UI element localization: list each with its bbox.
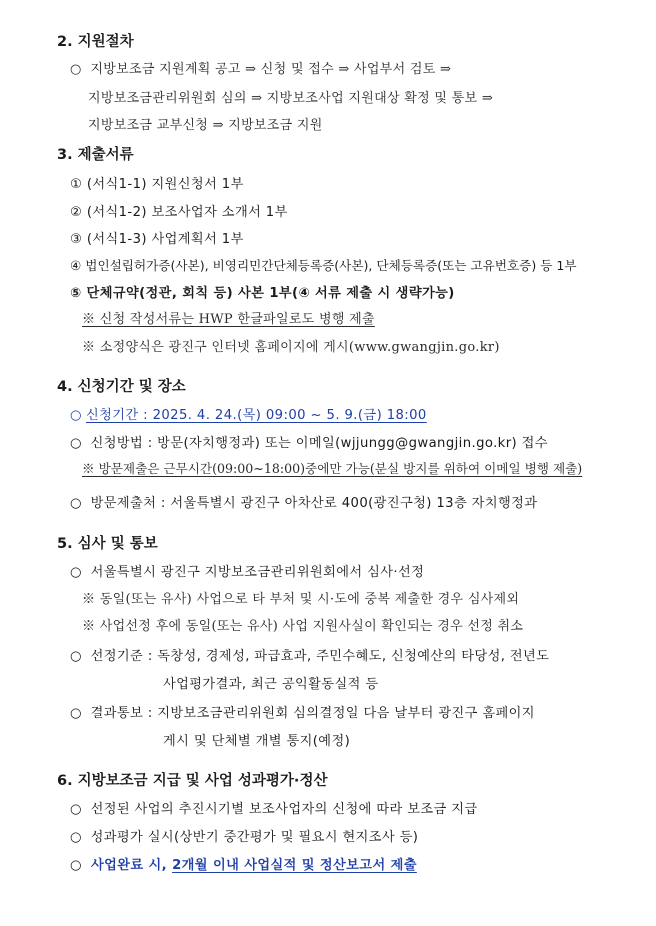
- application-period: ○ 신청기간 : 2025. 4. 24.(목) 09:00 ~ 5. 9.(금) 18:00: [70, 408, 427, 423]
- review-body: ○ 서울특별시 광진구 지방보조금관리위원회에서 심사·선정: [70, 565, 425, 580]
- document-item-5: ⑤ 단체규약(정관, 회칙 등) 사본 1부(④ 서류 제출 시 생략가능): [70, 286, 455, 301]
- selection-criteria-cont: 사업평가결과, 최근 공익활동실적 등: [163, 677, 379, 692]
- circle-bullet-icon: ○: [70, 706, 82, 721]
- document-item-3: ③ (서식1-3) 사업계획서 1부: [70, 232, 244, 247]
- section-2-line-3: 지방보조금 교부신청 ⇒ 지방보조금 지원: [88, 118, 323, 133]
- payment-item: ○ 선정된 사업의 추진시기별 보조사업자의 신청에 따라 보조금 지급: [70, 802, 478, 817]
- document-item-1: ① (서식1-1) 지원신청서 1부: [70, 177, 244, 192]
- circle-bullet-icon: ○: [70, 496, 82, 511]
- section-2-line-1: ○ 지방보조금 지원계획 공고 ⇒ 신청 및 접수 ⇒ 사업부서 검토 ⇒: [70, 62, 452, 77]
- circle-bullet-icon: ○: [70, 565, 82, 580]
- section-5-heading: 5. 심사 및 통보: [57, 536, 158, 552]
- section-6-heading: 6. 지방보조금 지급 및 사업 성과평가·정산: [57, 773, 328, 789]
- circle-bullet-icon: ○: [70, 858, 82, 873]
- circle-bullet-icon: ○: [70, 436, 82, 451]
- evaluation-item: ○ 성과평가 실시(상반기 중간평가 및 필요시 현지조사 등): [70, 830, 419, 845]
- section-3-heading: 3. 제출서류: [57, 147, 134, 163]
- section-4-heading: 4. 신청기간 및 장소: [57, 379, 186, 395]
- circle-bullet-icon: ○: [70, 649, 82, 664]
- result-notice: ○ 결과통보 : 지방보조금관리위원회 심의결정일 다음 날부터 광진구 홈페이지: [70, 706, 535, 721]
- form-download-note: ※ 소정양식은 광진구 인터넷 홈페이지에 게시(www.gwangjin.go.kr): [82, 340, 500, 355]
- circle-bullet-icon: ○: [70, 830, 82, 845]
- section-2-line-2: 지방보조금관리위원회 심의 ⇒ 지방보조사업 지원대상 확정 및 통보 ⇒: [88, 91, 494, 106]
- submission-place: ○ 방문제출처 : 서울특별시 광진구 아차산로 400(광진구청) 13층 자치행정과: [70, 496, 538, 511]
- selection-cancel-note: ※ 사업선정 후에 동일(또는 유사) 사업 지원사실이 확인되는 경우 선정 취소: [82, 619, 524, 634]
- document-item-4: ④ 법인설립허가증(사본), 비영리민간단체등록증(사본), 단체등록증(또는 고유번호증) 등 1부: [70, 258, 577, 273]
- document-item-2: ② (서식1-2) 보조사업자 소개서 1부: [70, 205, 288, 220]
- hwp-submission-note: ※ 신청 작성서류는 HWP 한글파일로도 병행 제출: [82, 312, 375, 327]
- section-2-heading: 2. 지원절차: [57, 34, 134, 50]
- selection-criteria: ○ 선정기준 : 독창성, 경제성, 파급효과, 주민수혜도, 신청예산의 타당성, 전년도: [70, 649, 550, 664]
- duplicate-exclusion-note: ※ 동일(또는 유사) 사업으로 타 부처 및 시·도에 중복 제출한 경우 심사제외: [82, 592, 520, 607]
- circle-bullet-icon: ○: [70, 802, 82, 817]
- application-method: ○ 신청방법 : 방문(자치행정과) 또는 이메일(wjjungg@gwangjin.go.kr) 접수: [70, 436, 548, 451]
- settlement-item: ○ 사업완료 시, 2개월 이내 사업실적 및 정산보고서 제출: [70, 858, 417, 873]
- result-notice-cont: 게시 및 단체별 개별 통지(예정): [163, 734, 351, 749]
- circle-bullet-icon: ○: [70, 408, 82, 423]
- circle-bullet-icon: ○: [70, 62, 82, 77]
- visit-hours-note: ※ 방문제출은 근무시간(09:00~18:00)중에만 가능(분실 방지를 위하여 이메일 병행 제출): [82, 461, 583, 476]
